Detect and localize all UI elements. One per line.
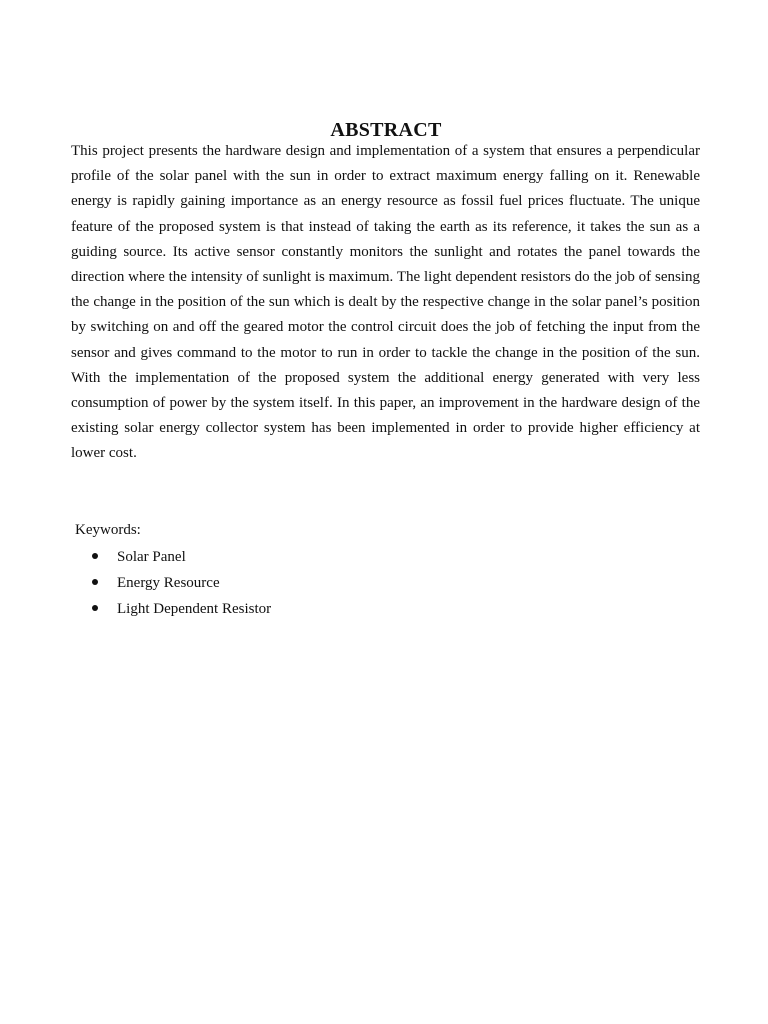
bullet-icon bbox=[92, 553, 98, 559]
bullet-icon bbox=[92, 605, 98, 611]
page-title: ABSTRACT bbox=[330, 119, 442, 142]
keyword-text: Light Dependent Resistor bbox=[117, 601, 272, 617]
abstract-paragraph: This project presents the hardware design and implementation of a system that ensures a perpendicular profile of the solar panel with the sun in order to extract maximum energy falling on it. Renewable energy is rapidly gaining importance as an energy resource as fossil fuel prices fluctuate. The unique feature of the proposed system is that instead of taking the earth as its reference, it takes the sun as a guiding source. Its active sensor constantly monitors the sunlight and rotates the panel towards the direction where the intensity of sunlight is maximum. The light dependent resistors do the job of sensing the change in the position of the sun which is dealt by the respective change in the solar panel’s position by switching on and off the geared motor the control circuit does the job of fetching the input from the sensor and gives command to the motor to run in order to tackle the change in the position of the sun. With the implementation of the proposed system the additional energy generated with very less consumption of power by the system itself. In this paper, an improvement in the hardware design of the existing solar energy collector system has been implemented in order to provide higher efficiency at lower cost. bbox=[71, 143, 700, 462]
bullet-icon bbox=[92, 579, 98, 585]
keywords-heading: Keywords: bbox=[75, 522, 141, 538]
keyword-text: Energy Resource bbox=[117, 575, 220, 591]
keyword-text: Solar Panel bbox=[117, 549, 186, 565]
